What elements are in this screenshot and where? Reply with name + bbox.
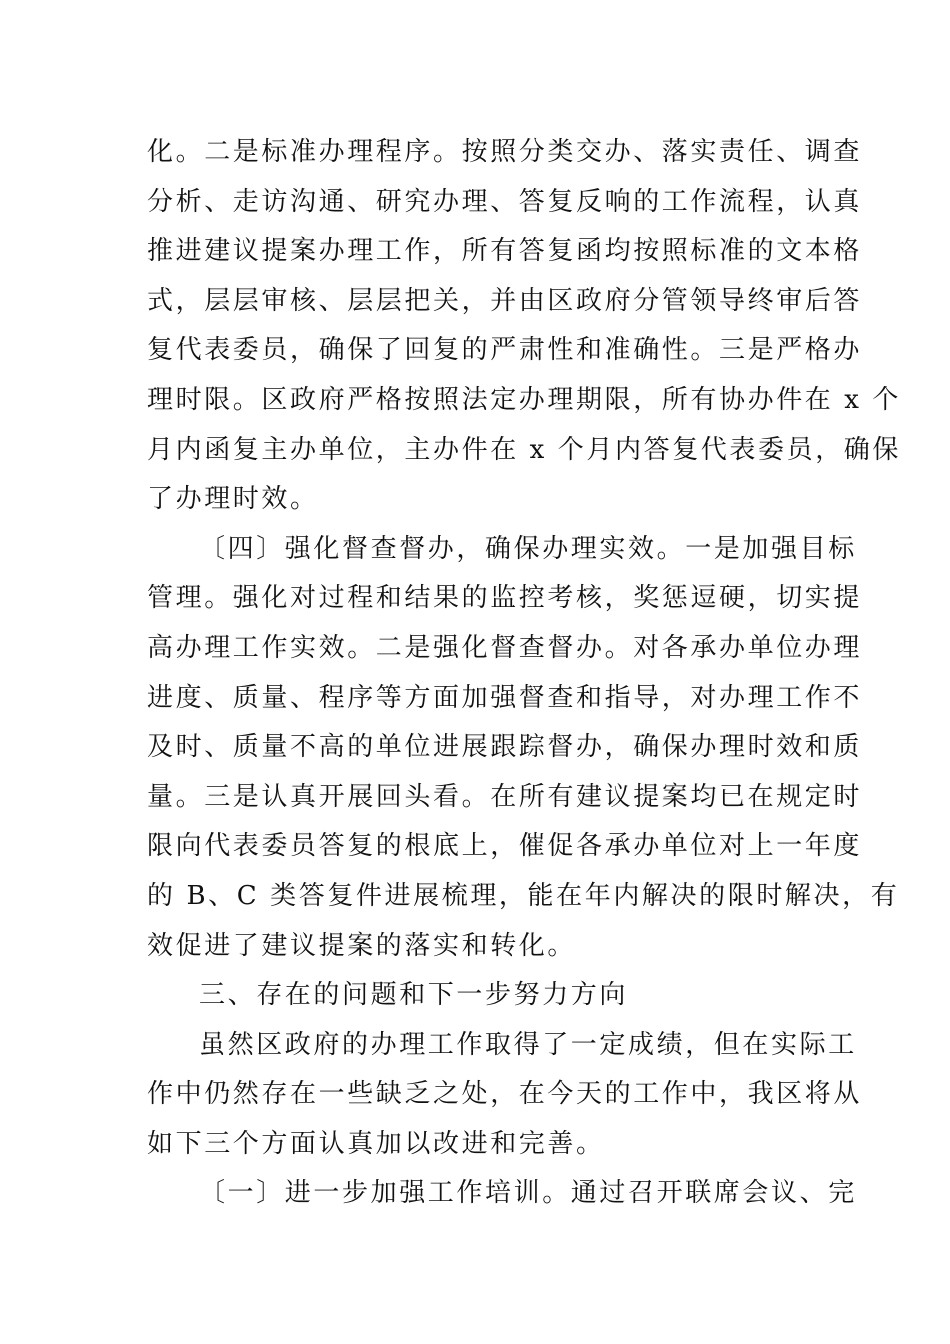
- paragraph-start-line: 虽然区政府的办理工作取得了一定成绩，但在实际工: [199, 1029, 857, 1060]
- text-line: 式，层层审核、层层把关，并由区政府分管领导终审后答: [147, 285, 863, 316]
- text-line: 月内函复主办单位，主办件在 x 个月内答复代表委员，确保: [147, 434, 901, 465]
- text-line: 限向代表委员答复的根底上，催促各承办单位对上一年度: [147, 831, 863, 862]
- text-line: 量。三是认真开展回头看。在所有建议提案均已在规定时: [147, 781, 863, 812]
- text-line: 了办理时效。: [147, 484, 319, 515]
- text-line: 管理。强化对过程和结果的监控考核，奖惩逗硬，切实提: [147, 583, 863, 614]
- text-line: 复代表委员，确保了回复的严肃性和准确性。三是严格办: [147, 335, 863, 366]
- text-line: 作中仍然存在一些缺乏之处，在今天的工作中，我区将从: [147, 1079, 863, 1110]
- text-line: 效促进了建议提案的落实和转化。: [147, 930, 577, 961]
- text-line: 进度、质量、程序等方面加强督查和指导，对办理工作不: [147, 682, 863, 713]
- section-heading-line: 〔一〕进一步加强工作培训。通过召开联席会议、完: [199, 1178, 857, 1209]
- text-line: 的 B、C 类答复件进展梳理，能在年内解决的限时解决，有: [147, 880, 900, 911]
- text-line: 及时、质量不高的单位进展跟踪督办，确保办理时效和质: [147, 732, 863, 763]
- body-text: [147, 128, 901, 1219]
- text-line: 分析、走访沟通、研究办理、答复反响的工作流程，认真: [147, 186, 863, 217]
- text-line: 推进建议提案办理工作，所有答复函均按照标准的文本格: [147, 236, 863, 267]
- chapter-heading-line: 三、存在的问题和下一步努力方向: [199, 980, 629, 1011]
- text-line: 化。二是标准办理程序。按照分类交办、落实责任、调查: [147, 137, 863, 167]
- text-line: 理时限。区政府严格按照法定办理期限，所有协办件在 x 个: [147, 384, 901, 415]
- text-line: 如下三个方面认真加以改进和完善。: [147, 1128, 605, 1159]
- section-heading-line: 〔四〕强化督查督办，确保办理实效。一是加强目标: [199, 533, 857, 564]
- text-line: 高办理工作实效。二是强化督查督办。对各承办单位办理: [147, 632, 863, 663]
